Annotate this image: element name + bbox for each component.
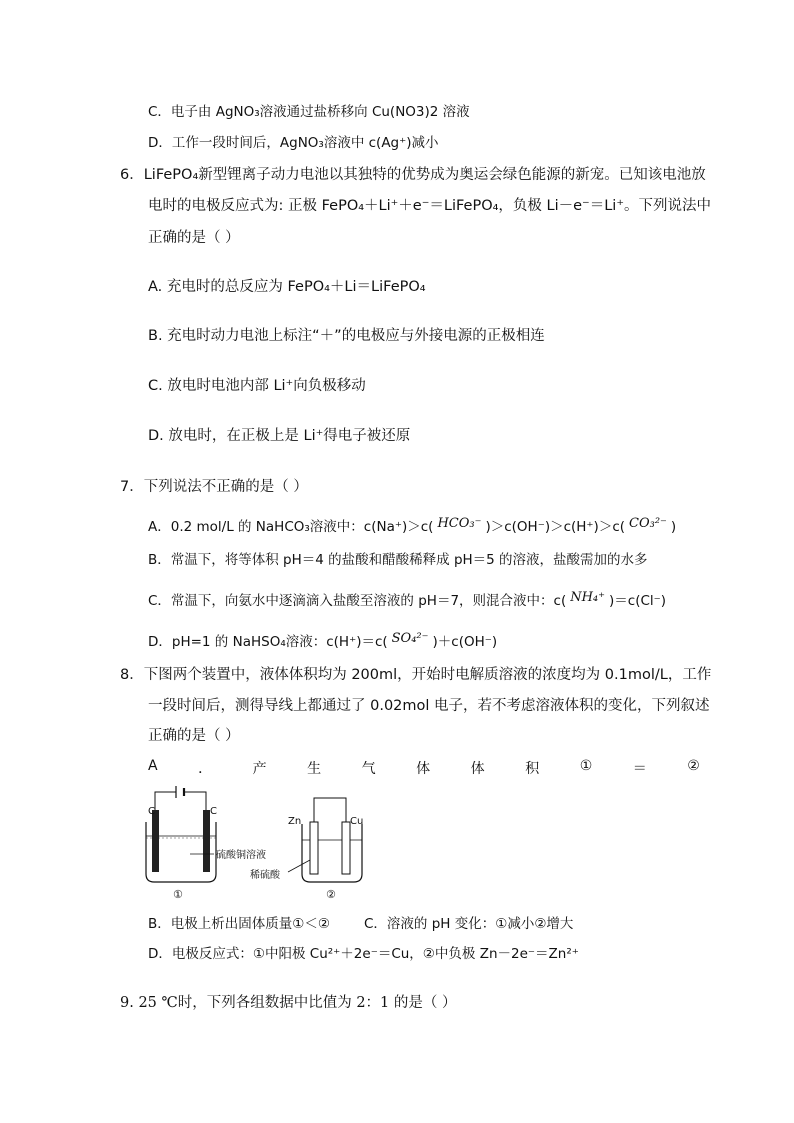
cell-1-solution-label: 硫酸铜溶液 — [216, 850, 266, 861]
bicarbonate-ion: HCO₃⁻ — [437, 516, 482, 531]
q8-a-char: ② — [687, 758, 700, 774]
q5-option-d: D．工作一段时间后，AgNO₃溶液中 c(Ag⁺)减小 — [148, 135, 439, 151]
cell-2-solution-label: 稀硫酸 — [250, 870, 280, 881]
q7-a-text-2: )＞c(OH⁻)＞c(H⁺)＞c( — [485, 519, 626, 535]
q7-c-text-2: )＝c(Cl⁻) — [609, 593, 667, 609]
q7-a-text-1: A．0.2 mol/L 的 NaHCO₃溶液中：c(Na⁺)＞c( — [148, 519, 434, 535]
cell-2-left-electrode-label: Zn — [288, 816, 302, 827]
q6-stem-line-2: 电时的电极反应式为: 正极 FePO₄＋Li⁺＋e⁻＝LiFePO₄，负极 Li－e⁻＝Li⁺。下列说法中 — [148, 198, 711, 214]
q8-option-b: B．电极上析出固体质量①＜② — [148, 916, 330, 932]
q8-option-c: C．溶液的 pH 变化：①减小②增大 — [364, 916, 574, 932]
q8-a-char: 体 — [470, 761, 485, 777]
q7-option-b: B．常温下，将等体积 pH＝4 的盐酸和醋酸稀释成 pH＝5 的溶液，盐酸需加的水多 — [148, 552, 648, 568]
q6-option-c: C. 放电时电池内部 Li⁺向负极移动 — [148, 378, 366, 394]
sulfate-ion: SO₄²⁻ — [391, 631, 429, 646]
cell-1-right-electrode-label: C — [210, 806, 217, 817]
q8-a-char: 积 — [525, 761, 540, 777]
cell-2-number: ② — [326, 888, 336, 901]
q8-a-char: 生 — [307, 761, 322, 777]
q8-a-char: 体 — [416, 761, 431, 777]
q6-stem-line-1: 6．LiFePO₄新型锂离子动力电池以其独特的优势成为奥运会绿色能源的新宠。已知该电池放 — [120, 167, 706, 183]
carbonate-ion: CO₃²⁻ — [629, 516, 667, 531]
cell-1-circuit — [155, 786, 206, 810]
carbon-electrode-right — [203, 810, 210, 872]
q7-c-text-1: C．常温下，向氨水中逐滴滴入盐酸至溶液的 pH＝7，则混合液中：c( — [148, 593, 567, 609]
q8-a-char: A — [148, 758, 158, 774]
carbon-electrode-left — [152, 810, 159, 872]
q8-a-char: ＝ — [632, 761, 647, 777]
q9-stem: 9. 25 ℃时，下列各组数据中比值为 2：1 的是（ ） — [120, 995, 457, 1011]
q8-option-a — [148, 758, 700, 778]
cell-2-circuit — [314, 798, 346, 822]
q7-option-a — [148, 517, 676, 538]
q7-d-text-1: D．pH=1 的 NaHSO₄溶液：c(H⁺)＝c( — [148, 634, 388, 650]
electrochemistry-diagram — [140, 784, 380, 906]
q8-option-d: D．电极反应式：①中阳极 Cu²⁺＋2e⁻＝Cu，②中负极 Zn－2e⁻＝Zn²⁺ — [148, 946, 579, 962]
q7-a-text-3: ) — [670, 519, 677, 535]
ammonium-ion: NH₄⁺ — [570, 590, 606, 605]
q6-option-b: B. 充电时动力电池上标注“＋”的电极应与外接电源的正极相连 — [148, 328, 545, 344]
q6-stem-line-3: 正确的是（ ） — [148, 230, 240, 246]
cell-1-number: ① — [173, 888, 183, 901]
q7-option-c — [148, 591, 666, 612]
q7-stem: 7．下列说法不正确的是（ ） — [120, 479, 308, 495]
q6-option-d: D. 放电时，在正极上是 Li⁺得电子被还原 — [148, 428, 411, 444]
q8-a-char: ① — [579, 758, 593, 774]
q8-stem-line-1: 8．下图两个装置中，液体体积均为 200ml，开始时电解质溶液的浓度均为 0.1mol/L，工作 — [120, 667, 712, 683]
q7-option-d — [148, 632, 497, 653]
cell-1-left-electrode-label: C — [148, 806, 155, 817]
zinc-electrode — [310, 822, 318, 874]
q7-d-text-2: )＋c(OH⁻) — [432, 634, 498, 650]
q8-stem-line-2: 一段时间后，测得导线上都通过了 0.02mol 电子，若不考虑溶液体积的变化，下列叙述 — [148, 698, 710, 714]
q6-option-a: A. 充电时的总反应为 FePO₄＋Li＝LiFePO₄ — [148, 279, 426, 295]
copper-electrode — [342, 822, 350, 874]
q5-option-c: C．电子由 AgNO₃溶液通过盐桥移向 Cu(NO3)2 溶液 — [148, 104, 470, 120]
q8-a-char: ． — [198, 761, 213, 777]
q8-stem-line-3: 正确的是（ ） — [148, 728, 240, 744]
q8-a-char: 气 — [361, 761, 376, 777]
cell-2-right-electrode-label: Cu — [350, 816, 364, 827]
q8-a-char: 产 — [252, 761, 267, 777]
